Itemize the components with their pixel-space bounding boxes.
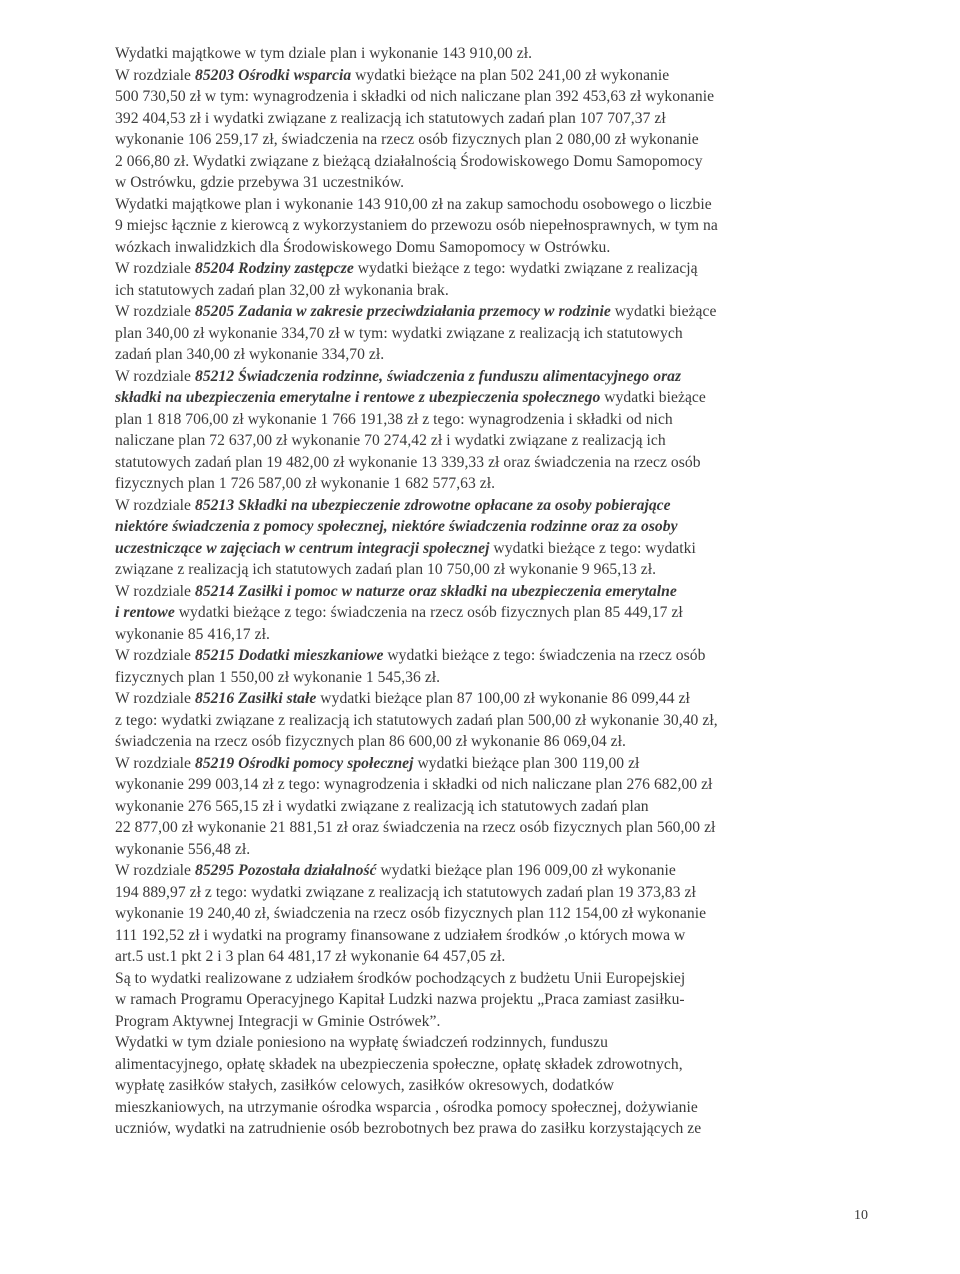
- text-run: uczniów, wydatki na zatrudnienie osób bezrobotnych bez prawa do zasiłku korzystających ze: [115, 1120, 702, 1137]
- text-run: w ramach Programu Operacyjnego Kapitał Ludzki nazwa projektu „Praca zamiast zasiłku-: [115, 991, 685, 1008]
- text-run: wykonanie 19 240,40 zł, świadczenia na rzecz osób fizycznych plan 112 154,00 zł wykonanie: [115, 905, 707, 922]
- text-line: [115, 344, 850, 366]
- text-line: [115, 495, 850, 517]
- text-run: Wydatki majątkowe plan i wykonanie 143 910,00 zł na zakup samochodu osobowego o liczbie: [115, 195, 712, 213]
- text-line: [115, 452, 850, 474]
- text-line: [115, 108, 850, 130]
- text-line: [115, 1118, 850, 1140]
- text-run: statutowych zadań plan 19 482,00 zł wykonanie 13 339,33 zł oraz świadczenia na rzecz osób: [115, 453, 701, 471]
- text-run: 111 192,52 zł i wydatki na programy finansowane z udziałem środków ,o których mowa w: [115, 926, 686, 944]
- section-heading: uczestniczące w zajęciach w centrum integracji społecznej: [115, 539, 490, 557]
- text-line: [115, 151, 850, 173]
- text-run: mieszkaniowych, na utrzymanie ośrodka wsparcia , ośrodka pomocy społecznej, dożywianie: [115, 1098, 698, 1116]
- text-run: wydatki bieżące z tego: świadczenia na rzecz osób fizycznych plan 85 449,17 zł: [174, 604, 683, 621]
- text-run: 500 730,50 zł w tym: wynagrodzenia i składki od nich naliczane plan 392 453,63 zł wykonanie: [115, 88, 715, 105]
- text-line: [115, 710, 850, 732]
- text-run: W rozdziale: [115, 303, 195, 320]
- text-line: [115, 301, 850, 323]
- text-run: wydatki bieżące: [610, 303, 717, 320]
- text-line: [115, 237, 850, 259]
- text-line: [115, 624, 850, 646]
- text-line: [115, 753, 850, 775]
- section-heading: 85214 Zasiłki i pomoc w naturze oraz składki na ubezpieczenia emerytalne: [194, 582, 677, 600]
- text-run: wydatki bieżące plan 87 100,00 zł wykonanie 86 099,44 zł: [316, 690, 690, 707]
- text-run: w Ostrówku, gdzie przebywa 31 uczestników.: [115, 174, 405, 191]
- section-heading: 85219 Ośrodki pomocy społecznej: [194, 754, 414, 772]
- text-run: wydatki bieżące z tego: wydatki związane z realizacją: [353, 260, 698, 277]
- section-heading: 85212 Świadczenia rodzinne, świadczenia z funduszu alimentacyjnego oraz: [194, 367, 682, 385]
- text-line: [115, 323, 850, 345]
- text-line: [115, 194, 850, 216]
- text-run: plan 340,00 zł wykonanie 334,70 zł w tym: wydatki związane z realizacją ich statutowych: [115, 324, 683, 342]
- text-run: W rozdziale: [115, 260, 195, 277]
- text-run: 22 877,00 zł wykonanie 21 881,51 zł oraz świadczenia na rzecz osób fizycznych plan 560,00 zł: [115, 819, 716, 836]
- text-line: [115, 409, 850, 431]
- section-heading: 85216 Zasiłki stałe: [194, 690, 317, 707]
- text-run: W rozdziale: [115, 862, 195, 879]
- text-line: [115, 581, 850, 603]
- text-run: wydatki bieżące plan 196 009,00 zł wykonanie: [376, 862, 676, 879]
- text-line: [115, 602, 850, 624]
- text-line: [115, 86, 850, 108]
- section-heading: 85215 Dodatki mieszkaniowe: [194, 647, 384, 664]
- text-run: W rozdziale: [115, 367, 195, 385]
- text-run: wykonanie 276 565,15 zł i wydatki związane z realizacją ich statutowych zadań plan: [115, 797, 649, 815]
- text-line: [115, 430, 850, 452]
- text-line: [115, 796, 850, 818]
- text-line: [115, 925, 850, 947]
- text-line: [115, 839, 850, 861]
- text-run: plan 1 818 706,00 zł wykonanie 1 766 191,38 zł z tego: wynagrodzenia i składki od nich: [115, 410, 673, 428]
- text-line: [115, 1032, 850, 1054]
- text-run: Są to wydatki realizowane z udziałem środków pochodzących z budżetu Unii Europejskiej: [115, 969, 686, 987]
- text-run: świadczenia na rzecz osób fizycznych plan 86 600,00 zł wykonanie 86 069,04 zł.: [115, 733, 626, 750]
- text-line: [115, 43, 850, 65]
- text-line: [115, 1054, 850, 1076]
- section-heading: 85203 Ośrodki wsparcia: [194, 66, 352, 84]
- text-run: związane z realizacją ich statutowych zadań plan 10 750,00 zł wykonanie 9 965,13 zł.: [115, 561, 657, 578]
- text-line: [115, 645, 850, 667]
- text-run: 2 066,80 zł. Wydatki związane z bieżącą działalnością Środowiskowego Domu Samopomocy: [115, 152, 703, 170]
- text-line: [115, 215, 850, 237]
- text-run: W rozdziale: [115, 754, 195, 772]
- section-heading: 85205 Zadania w zakresie przeciwdziałania przemocy w rodzinie: [194, 303, 611, 320]
- text-run: wykonanie 299 003,14 zł z tego: wynagrodzenia i składki od nich naliczane plan 276 682,00 zł: [115, 776, 713, 793]
- text-line: [115, 473, 850, 495]
- text-run: fizycznych plan 1 550,00 zł wykonanie 1 545,36 zł.: [115, 668, 441, 686]
- text-run: 194 889,97 zł z tego: wydatki związane z realizacją ich statutowych zadań plan 19 373,83 zł: [115, 883, 696, 901]
- text-run: alimentacyjnego, opłatę składek na ubezpieczenia społeczne, opłatę składek zdrowotnych,: [115, 1055, 683, 1073]
- text-line: [115, 774, 850, 796]
- text-run: zadań plan 340,00 zł wykonanie 334,70 zł.: [115, 346, 385, 363]
- text-run: wykonanie 106 259,17 zł, świadczenia na rzecz osób fizycznych plan 2 080,00 zł wykonanie: [115, 131, 699, 148]
- text-line: [115, 688, 850, 710]
- text-run: wydatki bieżące na plan 502 241,00 zł wykonanie: [351, 66, 670, 84]
- section-heading: i rentowe: [115, 604, 175, 621]
- text-run: W rozdziale: [115, 582, 195, 600]
- text-run: W rozdziale: [115, 66, 195, 84]
- text-line: [115, 968, 850, 990]
- text-line: [115, 817, 850, 839]
- text-run: Wydatki w tym dziale poniesiono na wypłatę świadczeń rodzinnych, funduszu: [115, 1034, 608, 1051]
- text-line: [115, 172, 850, 194]
- text-run: z tego: wydatki związane z realizacją ich statutowych zadań plan 500,00 zł wykonanie 30,40 zł,: [115, 711, 718, 729]
- text-run: naliczane plan 72 637,00 zł wykonanie 70 274,42 zł i wydatki związane z realizacją ich: [115, 432, 666, 449]
- page-number: 10: [854, 1208, 868, 1223]
- text-run: wypłatę zasiłków stałych, zasiłków celowych, zasiłków okresowych, dodatków: [115, 1077, 615, 1094]
- section-heading: 85213 Składki na ubezpieczenie zdrowotne opłacane za osoby pobierające: [194, 496, 671, 514]
- text-run: wózkach inwalidzkich dla Środowiskowego Domu Samopomocy w Ostrówku.: [115, 238, 611, 256]
- text-line: [115, 387, 850, 409]
- text-run: fizycznych plan 1 726 587,00 zł wykonanie 1 682 577,63 zł.: [115, 475, 496, 492]
- text-line: [115, 559, 850, 581]
- text-run: wydatki bieżące z tego: świadczenia na rzecz osób: [383, 647, 706, 664]
- text-line: [115, 1075, 850, 1097]
- text-line: [115, 280, 850, 302]
- text-run: W rozdziale: [115, 647, 195, 664]
- text-run: wykonanie 556,48 zł.: [115, 840, 251, 858]
- text-line: [115, 516, 850, 538]
- text-run: 392 404,53 zł i wydatki związane z realizacją ich statutowych zadań plan 107 707,37 zł: [115, 109, 666, 127]
- section-heading: 85204 Rodziny zastępcze: [194, 260, 354, 277]
- text-run: Wydatki majątkowe w tym dziale plan i wykonanie 143 910,00 zł.: [115, 45, 533, 62]
- text-line: [115, 946, 850, 968]
- text-run: W rozdziale: [115, 496, 195, 514]
- text-line: [115, 731, 850, 753]
- text-line: [115, 366, 850, 388]
- text-run: wykonanie 85 416,17 zł.: [115, 625, 270, 643]
- text-run: ich statutowych zadań plan 32,00 zł wykonania brak.: [115, 281, 449, 299]
- text-run: Program Aktywnej Integracji w Gminie Ostrówek”.: [115, 1012, 441, 1030]
- text-line: [115, 1097, 850, 1119]
- text-run: wydatki bieżące plan 300 119,00 zł: [413, 754, 640, 772]
- text-run: wydatki bieżące: [600, 389, 706, 406]
- document-body: [115, 43, 850, 1140]
- text-line: [115, 903, 850, 925]
- text-line: [115, 989, 850, 1011]
- text-line: [115, 65, 850, 87]
- section-heading: składki na ubezpieczenia emerytalne i rentowe z ubezpieczenia społecznego: [115, 389, 601, 406]
- section-heading: 85295 Pozostała działalność: [194, 862, 377, 879]
- text-line: [115, 129, 850, 151]
- text-line: [115, 538, 850, 560]
- text-line: [115, 258, 850, 280]
- text-run: 9 miejsc łącznie z kierowcą z wykorzystaniem do przewozu osób niepełnosprawnych, w tym na: [115, 217, 718, 234]
- text-line: [115, 860, 850, 882]
- text-line: [115, 667, 850, 689]
- section-heading: niektóre świadczenia z pomocy społecznej, niektóre świadczenia rodzinne oraz za osoby: [115, 518, 678, 535]
- text-run: art.5 ust.1 pkt 2 i 3 plan 64 481,17 zł wykonanie 64 457,05 zł.: [115, 948, 506, 965]
- text-run: W rozdziale: [115, 690, 195, 707]
- text-line: [115, 882, 850, 904]
- text-run: wydatki bieżące z tego: wydatki: [489, 539, 696, 557]
- text-line: [115, 1011, 850, 1033]
